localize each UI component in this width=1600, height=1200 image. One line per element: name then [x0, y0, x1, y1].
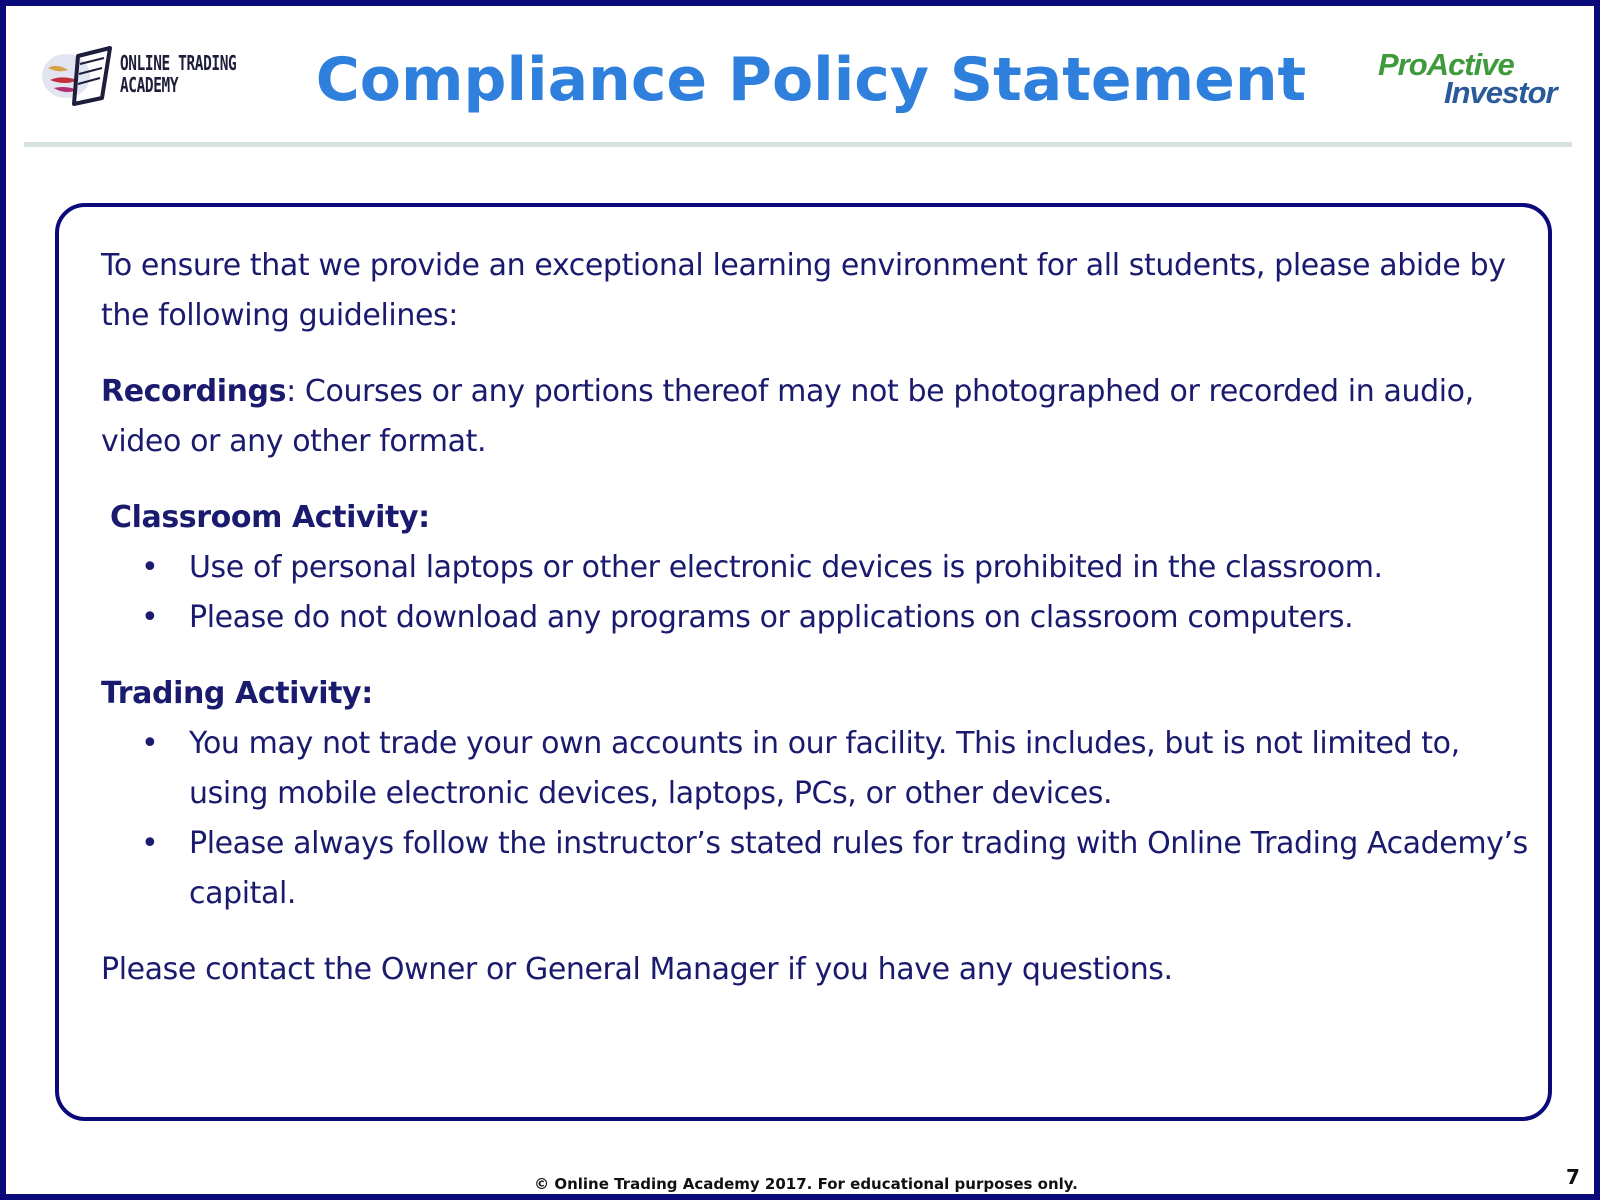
recordings-label: Recordings: [101, 374, 287, 409]
bullet-icon: •: [141, 826, 159, 861]
list-item: [101, 543, 1541, 593]
bullet-icon: •: [141, 726, 159, 761]
page-title: Compliance Policy Statement: [315, 45, 1307, 115]
logo-wordmark: [120, 52, 236, 96]
policy-content-box: [55, 203, 1552, 1121]
page-number: 7: [1566, 1165, 1580, 1189]
classroom-heading: Classroom Activity:: [110, 500, 430, 535]
online-trading-academy-logo: [40, 46, 260, 106]
copyright-footer: © Online Trading Academy 2017. For educational purposes only.: [534, 1175, 1078, 1193]
recordings-text: : Courses or any portions thereof may not be photographed or recorded in audio, video or any other format.: [101, 374, 1474, 459]
intro-paragraph: To ensure that we provide an exceptional learning environment for all students, please abide by the following guidelines:: [101, 248, 1506, 333]
list-item-text: Use of personal laptops or other electronic devices is prohibited in the classroom.: [189, 550, 1383, 585]
list-item: [101, 819, 1541, 919]
trading-list: [101, 719, 1541, 919]
classroom-list: [101, 543, 1541, 643]
closing-paragraph: Please contact the Owner or General Manager if you have any questions.: [101, 952, 1173, 987]
logo-line-2: ACADEMY: [120, 73, 179, 97]
logo-proactive-text: ProActive: [1378, 47, 1514, 82]
policy-content: [101, 241, 1541, 995]
list-item: [101, 593, 1541, 643]
header-divider: [24, 142, 1572, 147]
recordings-paragraph: [101, 367, 1541, 467]
list-item-text: Please do not download any programs or applications on classroom computers.: [189, 600, 1354, 635]
globe-book-logo-icon: [40, 46, 114, 106]
bullet-icon: •: [141, 600, 159, 635]
list-item: [101, 719, 1541, 819]
list-item-text: Please always follow the instructor’s stated rules for trading with Online Trading Academy’s capital.: [189, 826, 1528, 911]
list-item-text: You may not trade your own accounts in our facility. This includes, but is not limited to, using mobile electronic devices, laptops, PCs, or other devices.: [189, 726, 1460, 811]
logo-investor-text: Investor: [1444, 75, 1557, 110]
trading-heading: Trading Activity:: [101, 676, 373, 711]
proactive-investor-logo: [1378, 48, 1588, 114]
logo-line-1: ONLINE TRADING: [120, 51, 237, 75]
bullet-icon: •: [141, 550, 159, 585]
